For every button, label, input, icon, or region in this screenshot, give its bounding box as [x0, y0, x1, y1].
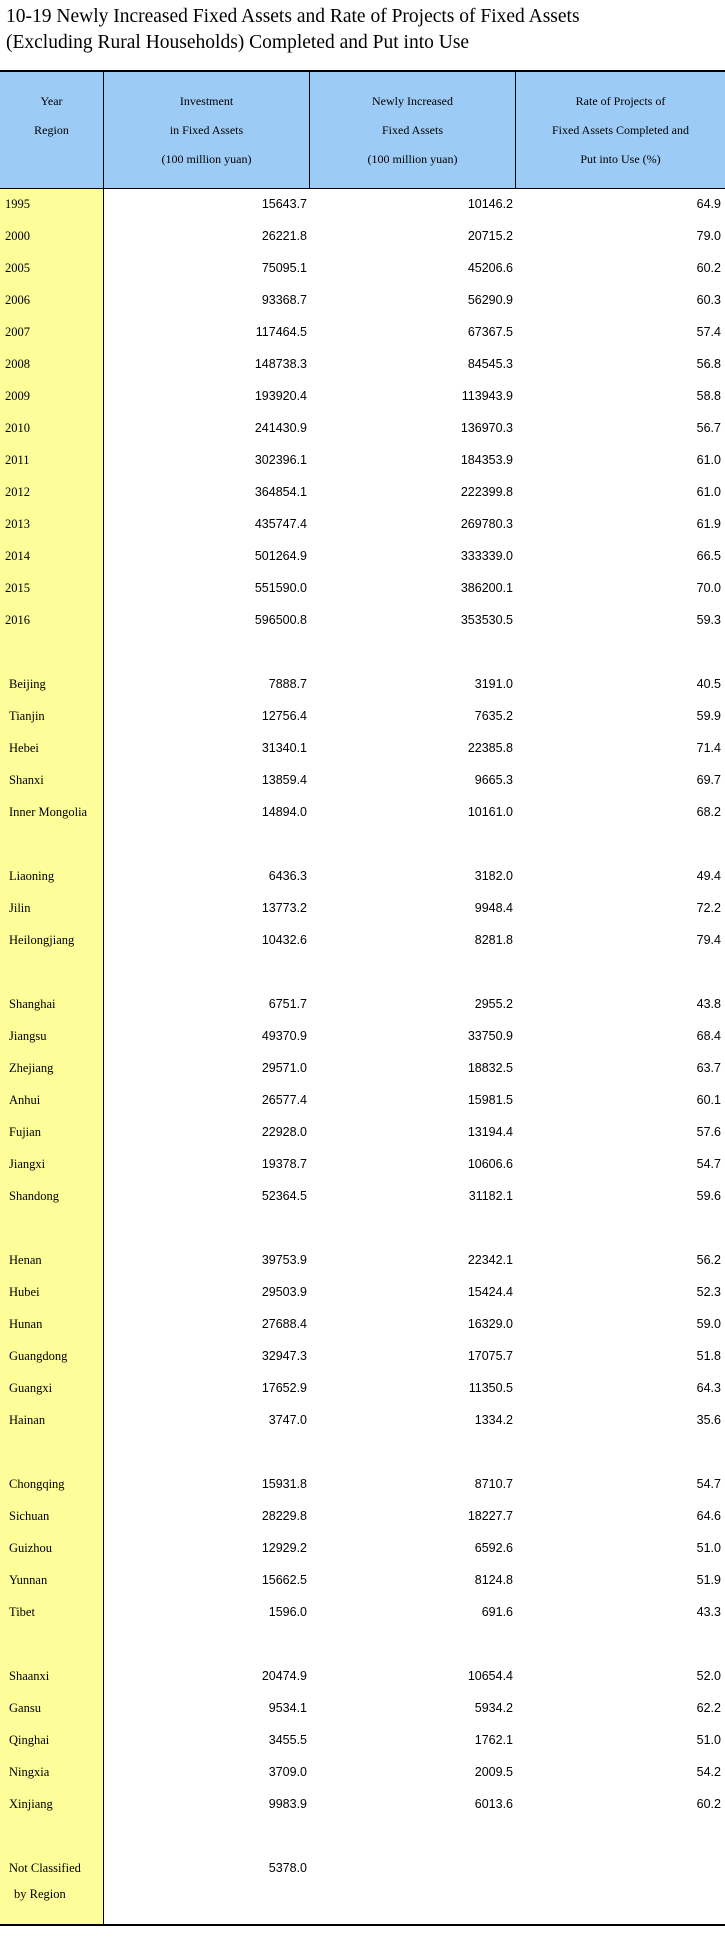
newly-increased-value: 2009.5 [474, 1765, 513, 1779]
rate-value: 56.7 [696, 421, 721, 435]
header-newly-increased [310, 72, 515, 188]
region-row [0, 893, 725, 925]
region-row [0, 1149, 725, 1181]
region-label: Jilin [9, 901, 31, 915]
newly-increased-value: 13194.4 [467, 1125, 513, 1139]
header-rate [516, 72, 725, 188]
year-label: 2011 [5, 453, 30, 467]
year-label: 2012 [5, 485, 30, 499]
region-row [0, 1053, 725, 1085]
investment-value: 7888.7 [268, 677, 307, 691]
region-label: Yunnan [9, 1573, 48, 1587]
header-text: Put into Use (%) [580, 152, 661, 166]
rate-value: 68.2 [696, 805, 721, 819]
year-label: 1995 [5, 197, 30, 211]
investment-value: 28229.8 [261, 1509, 307, 1523]
region-label: Jiangsu [9, 1029, 47, 1043]
investment-value: 15662.5 [261, 1573, 307, 1587]
region-row [0, 1117, 725, 1149]
header-text: Newly Increased [372, 94, 453, 108]
investment-value: 26577.4 [261, 1093, 307, 1107]
not-classified-investment: 5378.0 [268, 1861, 307, 1875]
investment-value: 39753.9 [261, 1253, 307, 1267]
newly-increased-value: 15424.4 [467, 1285, 513, 1299]
rate-value: 49.4 [696, 869, 721, 883]
newly-increased-value: 10146.2 [467, 197, 513, 211]
investment-value: 31340.1 [261, 741, 307, 755]
investment-value: 75095.1 [261, 261, 307, 275]
rate-value: 52.0 [696, 1669, 721, 1683]
year-row [0, 285, 725, 317]
investment-value: 52364.5 [261, 1189, 307, 1203]
region-label: Anhui [9, 1093, 41, 1107]
region-row [0, 1725, 725, 1757]
newly-increased-value: 22342.1 [467, 1253, 513, 1267]
region-label: Hebei [9, 741, 39, 755]
newly-increased-value: 9665.3 [474, 773, 513, 787]
not-classified-label-line-2: by Region [14, 1887, 66, 1901]
region-row [0, 1469, 725, 1501]
not-classified-label: Not Classified [9, 1861, 81, 1875]
region-label: Tianjin [9, 709, 45, 723]
year-row [0, 253, 725, 285]
region-label: Guangdong [9, 1349, 68, 1363]
newly-increased-value: 84545.3 [467, 357, 513, 371]
newly-increased-value: 11350.5 [468, 1381, 513, 1395]
investment-value: 12929.2 [261, 1541, 307, 1555]
year-label: 2010 [5, 421, 30, 435]
year-row [0, 189, 725, 221]
investment-value: 13773.2 [261, 901, 307, 915]
investment-value: 3455.5 [268, 1733, 307, 1747]
investment-value: 13859.4 [261, 773, 307, 787]
region-label: Guangxi [9, 1381, 53, 1395]
region-row [0, 1373, 725, 1405]
newly-increased-value: 16329.0 [467, 1317, 513, 1331]
region-label: Zhejiang [9, 1061, 54, 1075]
header-text: Year [40, 94, 63, 108]
rate-value: 51.0 [696, 1541, 721, 1555]
region-row [0, 1565, 725, 1597]
year-row [0, 221, 725, 253]
table-title-line-2: (Excluding Rural Households) Completed and Put into Use [6, 32, 470, 53]
region-row [0, 1277, 725, 1309]
newly-increased-value: 113943.9 [461, 389, 513, 403]
year-label: 2009 [5, 389, 30, 403]
region-row [0, 797, 725, 829]
header-text: Region [34, 123, 69, 137]
rate-value: 71.4 [696, 741, 721, 755]
newly-increased-value: 17075.7 [467, 1349, 513, 1363]
region-row [0, 1181, 725, 1213]
year-row [0, 445, 725, 477]
investment-value: 302396.1 [254, 453, 307, 467]
table-bottom-rule [0, 1924, 725, 1926]
investment-value: 9983.9 [268, 1797, 307, 1811]
year-label: 2007 [5, 325, 30, 339]
region-label: Xinjiang [9, 1797, 53, 1811]
newly-increased-value: 8124.8 [474, 1573, 513, 1587]
investment-value: 1596.0 [268, 1605, 307, 1619]
rate-value: 66.5 [696, 549, 721, 563]
region-label: Heilongjiang [9, 933, 75, 947]
rate-value: 68.4 [696, 1029, 721, 1043]
rate-value: 60.2 [696, 1797, 721, 1811]
newly-increased-value: 6013.6 [474, 1797, 513, 1811]
investment-value: 12756.4 [261, 709, 307, 723]
newly-increased-value: 9948.4 [474, 901, 513, 915]
newly-increased-value: 2955.2 [474, 997, 513, 1011]
region-label: Hubei [9, 1285, 40, 1299]
region-label: Fujian [9, 1125, 41, 1139]
header-text: Investment [179, 94, 234, 108]
rate-value: 63.7 [696, 1061, 721, 1075]
rate-value: 56.8 [696, 357, 721, 371]
investment-value: 15643.7 [261, 197, 307, 211]
region-label: Henan [9, 1253, 42, 1267]
newly-increased-value: 222399.8 [460, 485, 513, 499]
rate-value: 69.7 [696, 773, 721, 787]
header-year-region [0, 72, 103, 188]
rate-value: 43.8 [696, 997, 721, 1011]
rate-value: 61.0 [696, 485, 721, 499]
rate-value: 64.6 [696, 1509, 721, 1523]
investment-value: 93368.7 [261, 293, 307, 307]
investment-value: 6436.3 [268, 869, 307, 883]
region-row [0, 1661, 725, 1693]
table-header [0, 72, 725, 188]
region-row [0, 1693, 725, 1725]
investment-value: 3709.0 [268, 1765, 307, 1779]
investment-value: 364854.1 [254, 485, 307, 499]
rate-value: 60.3 [696, 293, 721, 307]
newly-increased-value: 3191.0 [474, 677, 513, 691]
header-text: (100 million yuan) [367, 152, 458, 166]
newly-increased-value: 8710.7 [474, 1477, 513, 1491]
newly-increased-value: 8281.8 [474, 933, 513, 947]
rate-value: 51.0 [696, 1733, 721, 1747]
rate-value: 56.2 [696, 1253, 721, 1267]
investment-value: 6751.7 [268, 997, 307, 1011]
newly-increased-value: 56290.9 [467, 293, 513, 307]
newly-increased-value: 386200.1 [460, 581, 513, 595]
investment-value: 22928.0 [261, 1125, 307, 1139]
year-label: 2016 [5, 613, 30, 627]
rate-value: 54.7 [696, 1157, 721, 1171]
investment-value: 435747.4 [254, 517, 307, 531]
year-row [0, 509, 725, 541]
rate-value: 64.9 [696, 197, 721, 211]
rate-value: 60.1 [696, 1093, 721, 1107]
region-label: Qinghai [9, 1733, 50, 1747]
rate-value: 54.7 [696, 1477, 721, 1491]
rate-value: 62.2 [696, 1701, 721, 1715]
rate-value: 59.3 [696, 613, 721, 627]
newly-increased-value: 1762.1 [474, 1733, 513, 1747]
region-row [0, 733, 725, 765]
year-label: 2006 [5, 293, 30, 307]
region-label: Shandong [9, 1189, 59, 1203]
investment-value: 193920.4 [254, 389, 307, 403]
region-label: Guizhou [9, 1541, 53, 1555]
rate-value: 64.3 [696, 1381, 721, 1395]
region-row [0, 669, 725, 701]
newly-increased-value: 353530.5 [460, 613, 513, 627]
region-label: Ningxia [9, 1765, 50, 1779]
newly-increased-value: 31182.1 [468, 1189, 513, 1203]
region-row [0, 861, 725, 893]
rate-value: 54.2 [696, 1765, 721, 1779]
investment-value: 49370.9 [261, 1029, 307, 1043]
table-title [6, 4, 721, 56]
year-row [0, 349, 725, 381]
region-label: Hainan [9, 1413, 46, 1427]
newly-increased-value: 5934.2 [474, 1701, 513, 1715]
investment-value: 20474.9 [261, 1669, 307, 1683]
rate-value: 57.6 [696, 1125, 721, 1139]
rate-value: 35.6 [696, 1413, 721, 1427]
investment-value: 10432.6 [261, 933, 307, 947]
newly-increased-value: 7635.2 [474, 709, 513, 723]
newly-increased-value: 691.6 [481, 1605, 513, 1619]
header-text: Rate of Projects of [575, 94, 666, 108]
year-row [0, 541, 725, 573]
region-row [0, 1405, 725, 1437]
rate-value: 60.2 [696, 261, 721, 275]
table-title-line-1: 10-19 Newly Increased Fixed Assets and Rate of Projects of Fixed Assets [6, 6, 580, 27]
year-label: 2008 [5, 357, 30, 371]
region-row [0, 1021, 725, 1053]
investment-value: 32947.3 [261, 1349, 307, 1363]
investment-value: 27688.4 [261, 1317, 307, 1331]
rate-value: 51.9 [696, 1573, 721, 1587]
investment-value: 148738.3 [254, 357, 307, 371]
header-text: Fixed Assets Completed and [552, 123, 689, 137]
region-row [0, 1309, 725, 1341]
year-label: 2014 [5, 549, 30, 563]
investment-value: 29503.9 [261, 1285, 307, 1299]
region-row [0, 1757, 725, 1789]
year-row [0, 413, 725, 445]
rate-value: 40.5 [696, 677, 721, 691]
rate-value: 79.4 [696, 933, 721, 947]
rate-value: 59.0 [696, 1317, 721, 1331]
newly-increased-value: 6592.6 [474, 1541, 513, 1555]
rate-value: 52.3 [696, 1285, 721, 1299]
year-label: 2005 [5, 261, 30, 275]
newly-increased-value: 45206.6 [467, 261, 513, 275]
newly-increased-value: 15981.5 [467, 1093, 513, 1107]
region-row [0, 1533, 725, 1565]
region-row [0, 1789, 725, 1821]
region-row [0, 1085, 725, 1117]
region-row [0, 925, 725, 957]
data-table [0, 70, 725, 1926]
rate-value: 43.3 [696, 1605, 721, 1619]
rate-value: 57.4 [696, 325, 721, 339]
rate-value: 51.8 [696, 1349, 721, 1363]
region-label: Shanxi [9, 773, 44, 787]
region-label: Gansu [9, 1701, 41, 1715]
year-row [0, 477, 725, 509]
investment-value: 29571.0 [261, 1061, 307, 1075]
newly-increased-value: 3182.0 [474, 869, 513, 883]
region-row [0, 1501, 725, 1533]
region-row [0, 765, 725, 797]
header-column-divider [515, 72, 516, 188]
header-column-divider [309, 72, 310, 188]
region-label: Beijing [9, 677, 46, 691]
investment-value: 9534.1 [268, 1701, 307, 1715]
newly-increased-value: 20715.2 [467, 229, 513, 243]
year-row [0, 317, 725, 349]
rate-value: 59.6 [696, 1189, 721, 1203]
rate-value: 72.2 [696, 901, 721, 915]
header-text: Fixed Assets [381, 123, 443, 137]
investment-value: 3747.0 [268, 1413, 307, 1427]
newly-increased-value: 10606.6 [467, 1157, 513, 1171]
newly-increased-value: 18832.5 [467, 1061, 513, 1075]
region-label: Jiangxi [9, 1157, 46, 1171]
investment-value: 117464.5 [255, 325, 307, 339]
newly-increased-value: 67367.5 [467, 325, 513, 339]
region-row [0, 989, 725, 1021]
region-row [0, 1597, 725, 1629]
investment-value: 501264.9 [254, 549, 307, 563]
newly-increased-value: 136970.3 [460, 421, 513, 435]
year-label: 2013 [5, 517, 30, 531]
region-label: Shaanxi [9, 1669, 50, 1683]
region-row [0, 1245, 725, 1277]
year-label: 2000 [5, 229, 30, 243]
newly-increased-value: 22385.8 [467, 741, 513, 755]
investment-value: 241430.9 [254, 421, 307, 435]
newly-increased-value: 10654.4 [467, 1669, 513, 1683]
rate-value: 61.0 [696, 453, 721, 467]
newly-increased-value: 184353.9 [460, 453, 513, 467]
investment-value: 17652.9 [261, 1381, 307, 1395]
year-row [0, 605, 725, 637]
region-row [0, 1341, 725, 1373]
newly-increased-value: 33750.9 [467, 1029, 513, 1043]
investment-value: 551590.0 [254, 581, 307, 595]
rate-value: 59.9 [696, 709, 721, 723]
rate-value: 61.9 [696, 517, 721, 531]
investment-value: 26221.8 [261, 229, 307, 243]
header-text: in Fixed Assets [169, 123, 244, 137]
region-label: Inner Mongolia [9, 805, 88, 819]
rate-value: 58.8 [696, 389, 721, 403]
year-label: 2015 [5, 581, 30, 595]
header-investment [104, 72, 309, 188]
investment-value: 15931.8 [261, 1477, 307, 1491]
newly-increased-value: 333339.0 [460, 549, 513, 563]
investment-value: 19378.7 [261, 1157, 307, 1171]
region-row [0, 701, 725, 733]
newly-increased-value: 269780.3 [460, 517, 513, 531]
region-label: Sichuan [9, 1509, 50, 1523]
region-label: Chongqing [9, 1477, 65, 1491]
rate-value: 79.0 [696, 229, 721, 243]
header-text: (100 million yuan) [161, 152, 252, 166]
investment-value: 596500.8 [254, 613, 307, 627]
region-label: Shanghai [9, 997, 56, 1011]
region-label: Liaoning [9, 869, 55, 883]
newly-increased-value: 18227.7 [467, 1509, 513, 1523]
year-row [0, 573, 725, 605]
newly-increased-value: 1334.2 [474, 1413, 513, 1427]
newly-increased-value: 10161.0 [467, 805, 513, 819]
rate-value: 70.0 [696, 581, 721, 595]
year-row [0, 381, 725, 413]
region-label: Tibet [9, 1605, 35, 1619]
region-label: Hunan [9, 1317, 43, 1331]
investment-value: 14894.0 [261, 805, 307, 819]
